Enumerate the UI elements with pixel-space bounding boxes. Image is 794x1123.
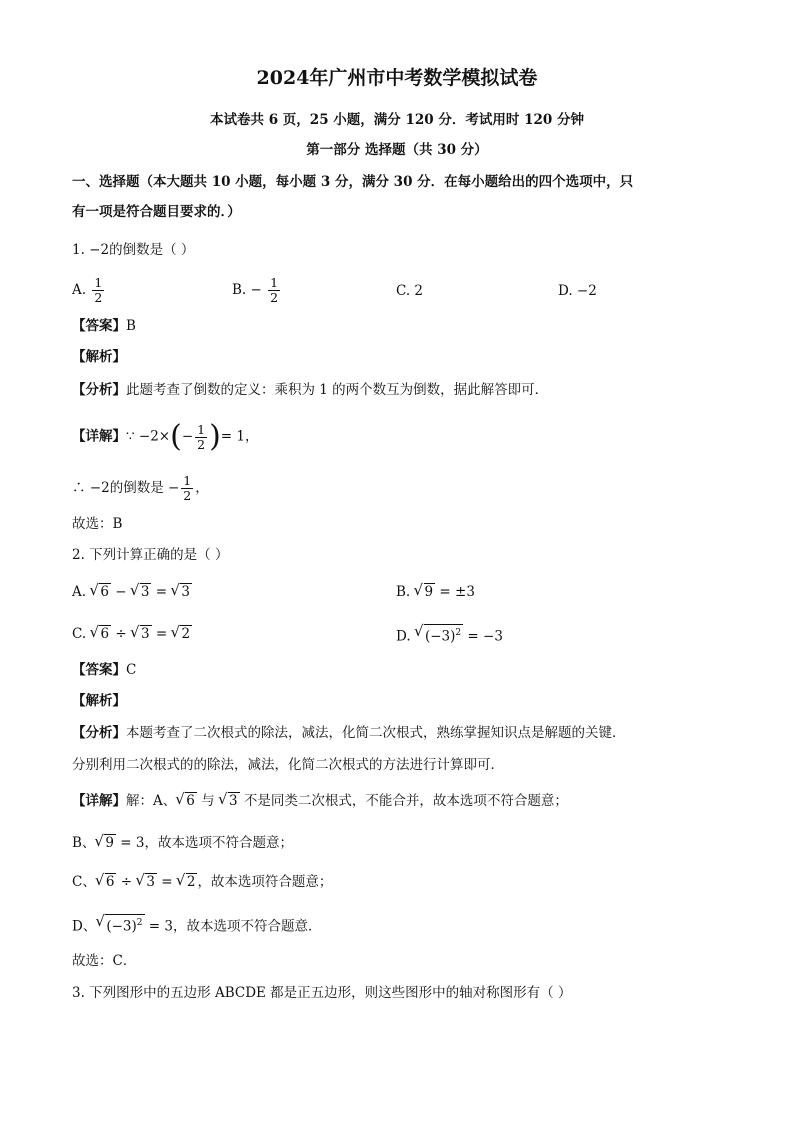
q3-stem: 3. 下列图形中的五边形 ABCDE 都是正五边形，则这些图形中的轴对称图形有（ ） bbox=[72, 985, 572, 1001]
detail-text: 解：A、 bbox=[126, 793, 177, 809]
option-label: B. − bbox=[232, 282, 262, 298]
q1-option-a bbox=[72, 276, 106, 305]
sqrt: √ 2 bbox=[186, 873, 198, 890]
op: = bbox=[151, 626, 172, 642]
left-paren: ( bbox=[170, 419, 182, 454]
sqrt: √ 3 bbox=[145, 873, 157, 890]
fraction bbox=[195, 423, 207, 452]
op: ÷ bbox=[116, 874, 137, 890]
denominator: 2 bbox=[197, 436, 206, 452]
sqrt: √ 3 bbox=[140, 625, 152, 642]
sqrt: √ 3 bbox=[140, 583, 152, 600]
op: = bbox=[151, 584, 172, 600]
q2-detail-a bbox=[72, 791, 568, 811]
sqrt: √ 2 bbox=[180, 625, 192, 642]
q1-option-b bbox=[232, 276, 282, 305]
op: = −3 bbox=[463, 628, 503, 645]
q1-option-c: C. 2 bbox=[396, 283, 424, 299]
detail-tag: 【详解】 bbox=[72, 793, 126, 809]
q2-fenxi: 本题考查了二次根式的除法，减法，化简二次根式，熟练掌握知识点是解题的关键． bbox=[126, 725, 626, 741]
q2-choose: 故选：C． bbox=[72, 953, 137, 969]
numerator: 1 bbox=[197, 421, 206, 437]
punct: ， bbox=[195, 480, 209, 496]
option-label: A. bbox=[72, 282, 87, 298]
option-label: B. bbox=[396, 584, 411, 600]
detail-tag: 【详解】 bbox=[72, 428, 126, 445]
answer-tag: 【答案】 bbox=[72, 318, 126, 334]
fenxi-tag: 【分析】 bbox=[72, 725, 126, 741]
section-heading-line1: 一、选择题（本大题共 10 小题，每小题 3 分，满分 30 分．在每小题给出的四个选项中，只 bbox=[72, 174, 634, 190]
detail-text: = 3，故本选项不符合题意； bbox=[116, 835, 293, 851]
therefore-text: ∴ −2的倒数是 − bbox=[72, 480, 180, 496]
fraction bbox=[268, 276, 280, 305]
q1-answer: B bbox=[126, 318, 136, 334]
analysis-tag: 【解析】 bbox=[72, 693, 126, 709]
option-label: C. bbox=[72, 626, 87, 642]
sqrt: √ 3 bbox=[180, 583, 192, 600]
exam-info: 本试卷共 6 页，25 小题，满分 120 分．考试用时 120 分钟 bbox=[210, 112, 584, 128]
right-paren: ) bbox=[209, 419, 221, 454]
answer-tag: 【答案】 bbox=[72, 662, 126, 678]
fraction bbox=[181, 474, 193, 503]
q2-detail-c bbox=[72, 872, 332, 892]
detail-text: C、 bbox=[72, 874, 96, 890]
q2-option-c bbox=[72, 624, 192, 644]
q2-fenxi-2: 分别利用二次根式的的除法，减法，化简二次根式的方法进行计算即可． bbox=[72, 757, 504, 773]
sqrt: √ 6 bbox=[99, 625, 111, 642]
q2-detail-d bbox=[72, 914, 321, 937]
minus-sign: − bbox=[181, 428, 194, 445]
q1-stem: 1. −2的倒数是（ ） bbox=[72, 242, 195, 258]
radicand: (−3) bbox=[424, 628, 456, 645]
denominator: 2 bbox=[94, 290, 103, 305]
numerator: 1 bbox=[183, 473, 192, 488]
q1-fenxi: 此题考查了倒数的定义：乘积为 1 的两个数互为倒数，据此解答即可． bbox=[126, 382, 549, 398]
fraction bbox=[92, 276, 104, 305]
op: − bbox=[110, 584, 131, 600]
q2-option-b bbox=[396, 582, 475, 602]
q2-option-a bbox=[72, 582, 192, 602]
detail-text: ，故本选项符合题意； bbox=[197, 874, 333, 890]
sqrt: √ 9 bbox=[424, 583, 436, 600]
numerator: 1 bbox=[270, 275, 279, 290]
detail-text: 与 bbox=[196, 793, 219, 809]
exponent: 2 bbox=[455, 628, 462, 638]
op: ÷ bbox=[111, 626, 131, 642]
sqrt: √ 6 bbox=[185, 792, 197, 809]
op: = bbox=[156, 874, 177, 890]
sqrt: √ 9 bbox=[104, 834, 116, 851]
page-title: 2024年广州市中考数学模拟试卷 bbox=[256, 67, 538, 89]
section-heading-line2: 有一项是符合题目要求的．） bbox=[72, 204, 241, 220]
q2-detail-b bbox=[72, 833, 293, 853]
q2-option-d bbox=[396, 624, 503, 647]
sqrt: √ 3 bbox=[228, 792, 240, 809]
radicand: (−3) bbox=[106, 918, 137, 935]
q2-answer: C bbox=[126, 662, 137, 678]
q1-detail bbox=[72, 419, 259, 454]
q1-option-d: D. −2 bbox=[558, 283, 597, 299]
part-heading: 第一部分 选择题（共 30 分） bbox=[306, 142, 488, 158]
option-label: A. bbox=[72, 584, 87, 600]
detail-text: 不是同类二次根式，不能合并，故本选项不符合题意； bbox=[239, 793, 568, 809]
detail-text: = 3，故本选项不符合题意． bbox=[144, 918, 322, 935]
denominator: 2 bbox=[183, 488, 192, 503]
sqrt bbox=[424, 624, 463, 645]
q1-choose: 故选：B bbox=[72, 516, 123, 532]
sqrt bbox=[105, 914, 144, 935]
sqrt: √ 6 bbox=[105, 873, 117, 890]
exponent: 2 bbox=[136, 918, 143, 928]
sqrt: √ 6 bbox=[99, 583, 111, 600]
detail-expr: ∵ −2× bbox=[126, 428, 171, 445]
detail-text: D、 bbox=[72, 918, 97, 935]
denominator: 2 bbox=[270, 290, 279, 305]
op: = ±3 bbox=[435, 584, 475, 600]
fenxi-tag: 【分析】 bbox=[72, 382, 126, 398]
option-label: D. bbox=[396, 628, 411, 645]
detail-text: B、 bbox=[72, 835, 96, 851]
q2-stem: 2. 下列计算正确的是（ ） bbox=[72, 547, 229, 563]
detail-result: = 1， bbox=[220, 428, 259, 445]
numerator: 1 bbox=[94, 275, 103, 290]
q1-therefore bbox=[72, 474, 209, 503]
analysis-tag: 【解析】 bbox=[72, 349, 126, 365]
